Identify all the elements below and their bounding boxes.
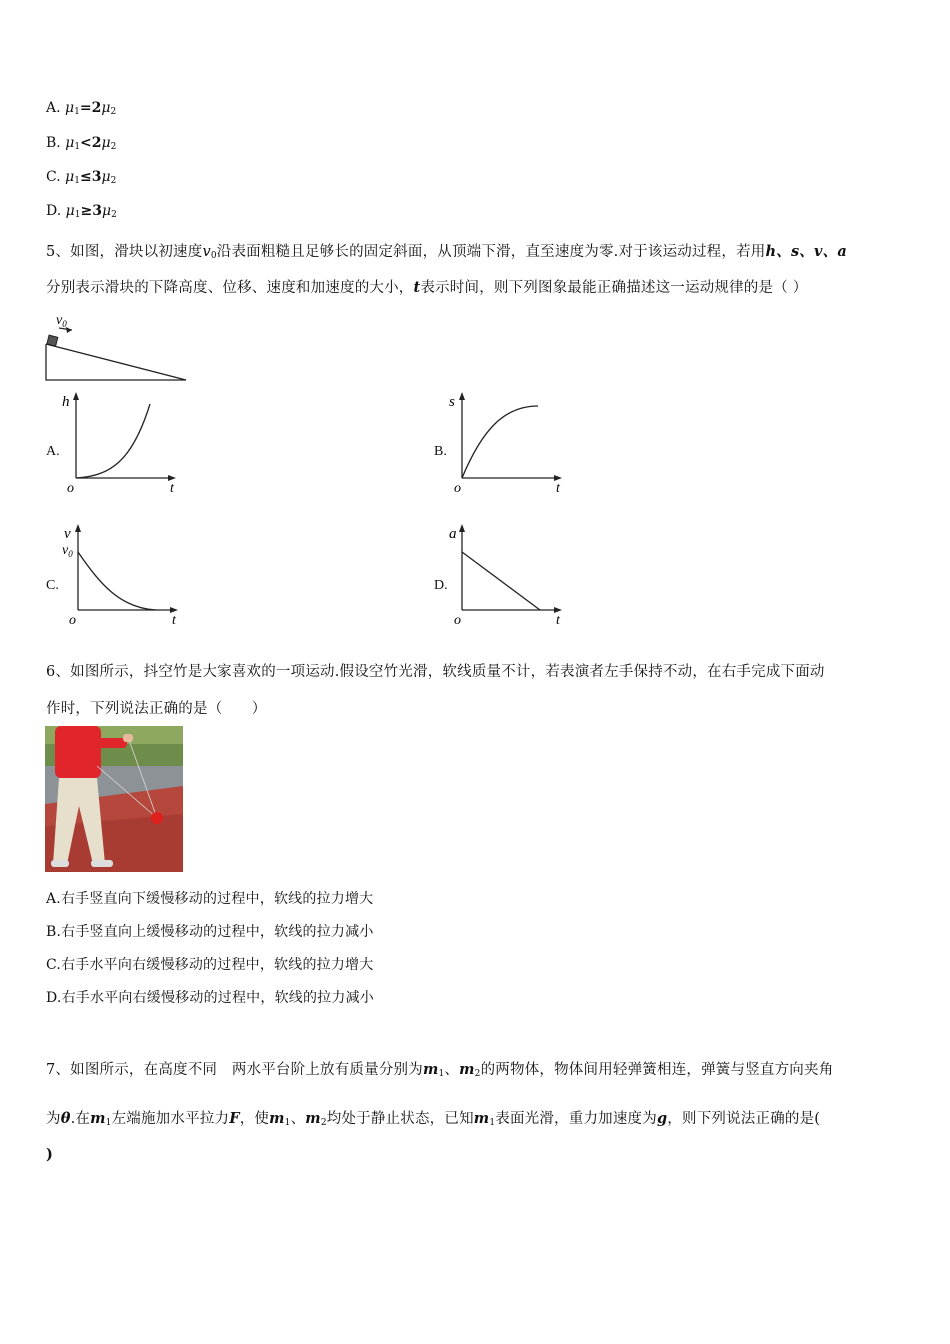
q6-option-b: B.右手竖直向上缓慢移动的过程中，软线的拉力减小	[46, 924, 374, 940]
graph-c-y-label: v	[64, 526, 71, 542]
q6-line-2: 作时，下列说法正确的是（ ）	[46, 701, 267, 717]
graph-d-origin: o	[454, 613, 461, 628]
graph-b-y-label: s	[449, 394, 455, 410]
graph-a	[60, 390, 190, 498]
graph-a-x-label: t	[170, 481, 174, 496]
q6-option-c: C.右手水平向右缓慢移动的过程中，软线的拉力增大	[46, 957, 374, 973]
mu-symbol: μ	[65, 100, 75, 116]
q4-option-d: D. $\mu_1\ge 3\mu_2$	[46, 203, 117, 220]
graph-a-origin: o	[67, 481, 74, 496]
q7-line-3: )	[46, 1146, 54, 1163]
q4-option-b: B. $\mu_1<2\mu_2$	[46, 135, 117, 152]
incline-v0-label: $v_0$	[56, 313, 67, 329]
graph-c-origin: o	[69, 613, 76, 628]
graph-c-letter: C.	[46, 578, 59, 593]
graph-b-letter: B.	[434, 444, 447, 459]
diabolo-photo	[45, 726, 183, 872]
q4-option-a: A. $\mu_1=2\mu_2$	[46, 100, 117, 117]
graph-c	[60, 522, 190, 630]
graph-a-letter: A.	[46, 444, 60, 459]
graph-c-x-label: t	[172, 613, 176, 628]
graph-b	[446, 390, 576, 498]
graph-c-v0-label: $v_0$	[62, 543, 73, 559]
graph-d-letter: D.	[434, 578, 448, 593]
q6-option-d: D.右手水平向右缓慢移动的过程中，软线的拉力减小	[46, 990, 374, 1006]
q6-option-a: A.右手竖直向下缓慢移动的过程中，软线的拉力增大	[46, 891, 374, 907]
q6-line-1: 6、如图所示，抖空竹是大家喜欢的一项运动.假设空竹光滑，软线质量不计，若表演者左手保持不动，在右手完成下面动	[46, 664, 825, 680]
q5-line-1: 5、如图，滑块以初速度$v_0$沿表面粗糙且足够长的固定斜面，从顶端下滑，直至速度为零.对于该运动过程，若用h、s、v、a	[46, 243, 847, 261]
q5-line-2: 分别表示滑块的下降高度、位移、速度和加速度的大小，t表示时间，则下列图象最能正确描述这一运动规律的是（ ）	[46, 279, 808, 296]
incline-diagram	[40, 308, 195, 384]
graph-a-y-label: h	[62, 394, 70, 410]
graph-b-origin: o	[454, 481, 461, 496]
graph-d-x-label: t	[556, 613, 560, 628]
q7-line-2: 为θ.在$m_1$左端施加水平拉力F，使$m_1$、$m_2$均处于静止状态，已知$m_1$表面光滑，重力加速度为g，则下列说法正确的是(	[46, 1110, 821, 1128]
q4-option-c: C. $\mu_1\le 3\mu_2$	[46, 169, 117, 186]
graph-d-y-label: a	[449, 526, 457, 542]
graph-d	[446, 522, 576, 630]
graph-b-x-label: t	[556, 481, 560, 496]
q7-line-1: 7、如图所示，在高度不同 两水平台阶上放有质量分别为$m_1$、$m_2$的两物体，物体间用轻弹簧相连，弹簧与竖直方向夹角	[46, 1061, 834, 1079]
